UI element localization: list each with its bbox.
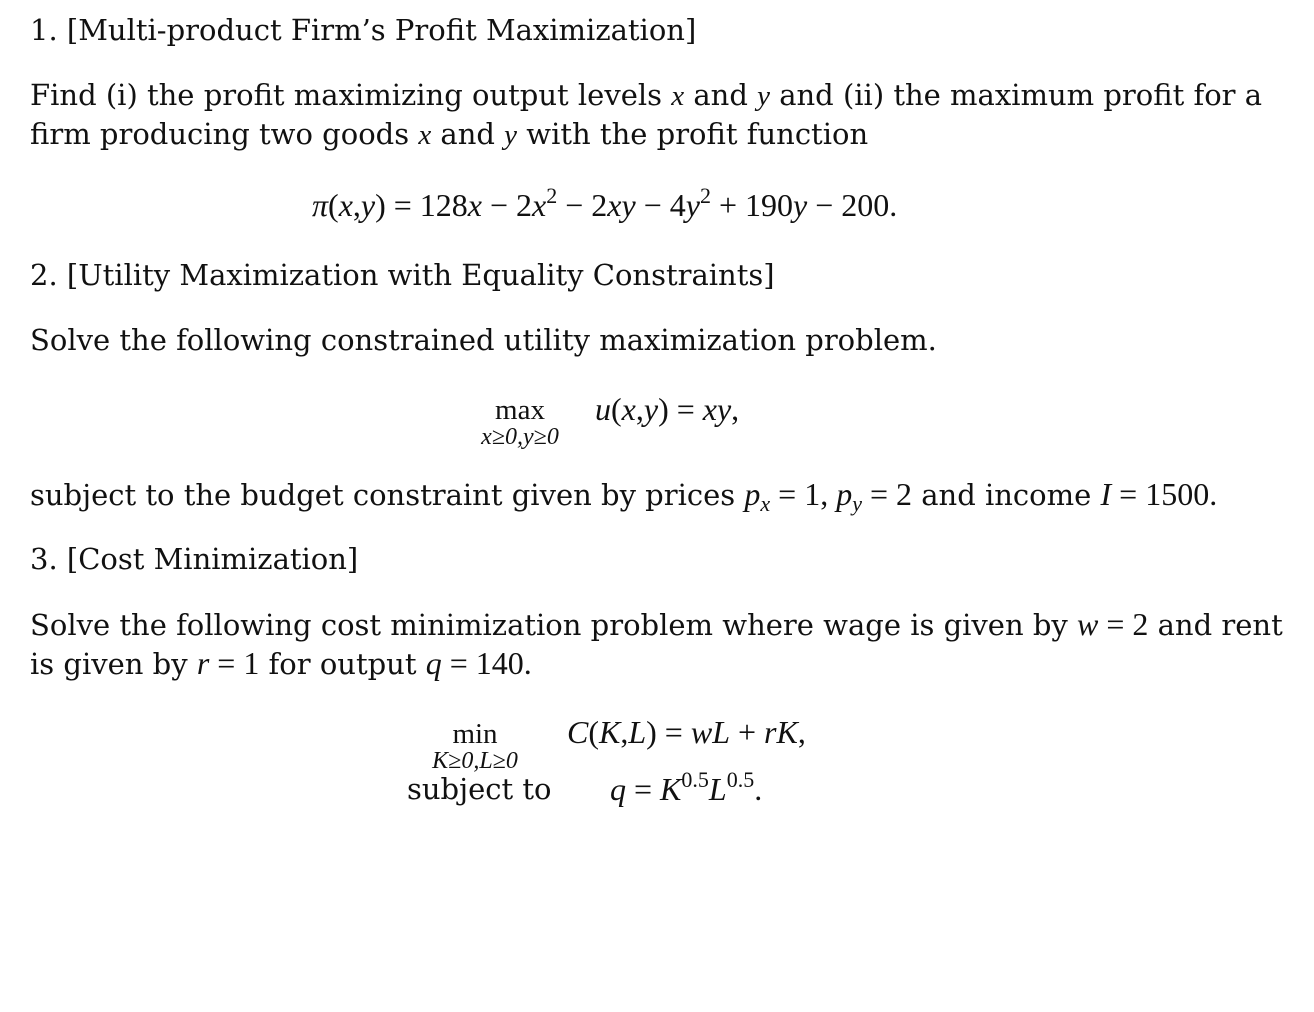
var-x: x [418, 119, 432, 151]
production-constraint: $q = K^{0.5}L^{0.5}$. [610, 767, 763, 807]
text-run: subject to the budget constraint given by prices [30, 478, 745, 512]
var-x: x [671, 80, 685, 112]
problem-1-heading: 1. [Multi-product Firm’s Profit Maximization] [30, 13, 697, 47]
cost-objective: C(K,L) = wL + rK, [567, 714, 806, 750]
problem-3-text-line-2: is given by r = 1 for output q = 140. [30, 645, 532, 681]
text-run: Solve the following cost minimization problem where wage is given by [30, 608, 1078, 642]
var-y: y [504, 119, 518, 151]
text-run: and [684, 78, 758, 112]
profit-function-equation: $\pi(x,y) = 128x - 2x^2 - 2xy - 4y^2 + 190y - 200$. [312, 183, 898, 223]
text-run: is given by [30, 647, 197, 681]
problem-1-text-line-2 [30, 115, 868, 155]
budget-constraint-line: subject to the budget constraint given by prices $p_x = 1$, $p_y = 2$ and income I = 1500. [30, 476, 1218, 516]
text-run: for output [259, 647, 426, 681]
text-run: and income [912, 478, 1101, 512]
problem-2-intro: Solve the following constrained utility maximization problem. [30, 323, 937, 357]
operator-subscript: x≥0,y≥0 [481, 424, 559, 450]
text-run: and [431, 117, 505, 151]
text-run: and rent [1148, 608, 1283, 642]
problem-3-text-line-1: Solve the following cost minimization problem where wage is given by w = 2 and rent [30, 606, 1283, 642]
utility-objective: u(x,y) = xy, [595, 391, 740, 427]
operator-name: min [452, 718, 498, 750]
text-run: firm producing two goods [30, 117, 419, 151]
operator-name: max [495, 394, 545, 426]
max-operator [470, 396, 570, 450]
var-y: y [757, 80, 770, 112]
text-run: and (ii) the maximum profit for a [769, 78, 1263, 112]
min-operator [420, 720, 530, 774]
document-page [30, 0, 1283, 1012]
subject-to-label: subject to [407, 772, 552, 806]
text-run: with the profit function [517, 117, 869, 151]
problem-1-text-line-1 [30, 76, 1262, 116]
text-run: Find (i) the profit maximizing output levels [30, 78, 672, 112]
problem-3-heading: 3. [Cost Minimization] [30, 542, 359, 576]
problem-2-heading: 2. [Utility Maximization with Equality Constraints] [30, 258, 775, 292]
operator-subscript: K≥0,L≥0 [432, 748, 518, 774]
